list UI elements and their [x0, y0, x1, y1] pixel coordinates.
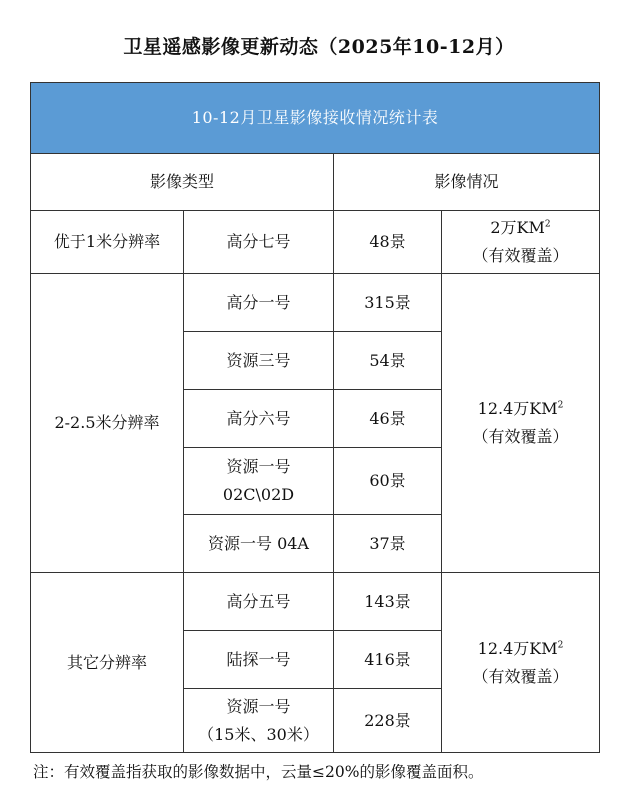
satellite-name: 高分一号: [184, 274, 334, 332]
coverage-value: 12.4万KM: [477, 638, 558, 658]
satellite-name: [184, 689, 334, 753]
column-header-status: 影像情况: [334, 154, 600, 211]
resolution-group-label: 2-2.5米分辨率: [31, 274, 184, 573]
scene-count: 46景: [334, 390, 442, 448]
superscript: 2: [544, 219, 551, 230]
page-title: 卫星遥感影像更新动态（2025年10-12月）: [123, 36, 515, 58]
resolution-group-label: 其它分辨率: [31, 573, 184, 753]
coverage-note: （有效覆盖）: [472, 246, 569, 265]
satellite-name: 高分六号: [184, 390, 334, 448]
coverage-note: （有效覆盖）: [472, 427, 569, 446]
satellite-name: 资源三号: [184, 332, 334, 390]
satellite-name-line2: （15米、30米）: [198, 724, 319, 744]
satellite-name-line1: 资源一号: [226, 457, 291, 476]
scene-count: 315景: [334, 274, 442, 332]
resolution-group-label: 优于1米分辨率: [31, 211, 184, 274]
scene-count: 416景: [334, 631, 442, 689]
satellite-name: 高分七号: [184, 211, 334, 274]
superscript: 2: [557, 400, 564, 411]
column-header-type: 影像类型: [31, 154, 334, 211]
scene-count: 228景: [334, 689, 442, 753]
coverage-value: 2万KM: [490, 218, 545, 237]
coverage-cell: [442, 573, 600, 753]
scene-count: 60景: [334, 448, 442, 515]
satellite-stats-table: [30, 82, 600, 753]
coverage-value: 12.4万KM: [477, 399, 558, 418]
satellite-name: 资源一号 04A: [184, 515, 334, 573]
table-caption: 10-12月卫星影像接收情况统计表: [31, 83, 600, 154]
coverage-cell: [442, 274, 600, 573]
satellite-name: [184, 448, 334, 515]
satellite-name: 陆探一号: [184, 631, 334, 689]
coverage-note: （有效覆盖）: [472, 666, 569, 686]
satellite-name: 高分五号: [184, 573, 334, 631]
satellite-name-line2: 02C\02D: [222, 485, 295, 504]
scene-count: 48景: [334, 211, 442, 274]
scene-count: 37景: [334, 515, 442, 573]
footnote: 注：有效覆盖指获取的影像数据中，云量≤20%的影像覆盖面积。: [33, 763, 484, 781]
scene-count: 54景: [334, 332, 442, 390]
coverage-cell: [442, 211, 600, 274]
satellite-name-line1: 资源一号: [226, 696, 291, 716]
scene-count: 143景: [334, 573, 442, 631]
superscript: 2: [557, 640, 564, 651]
